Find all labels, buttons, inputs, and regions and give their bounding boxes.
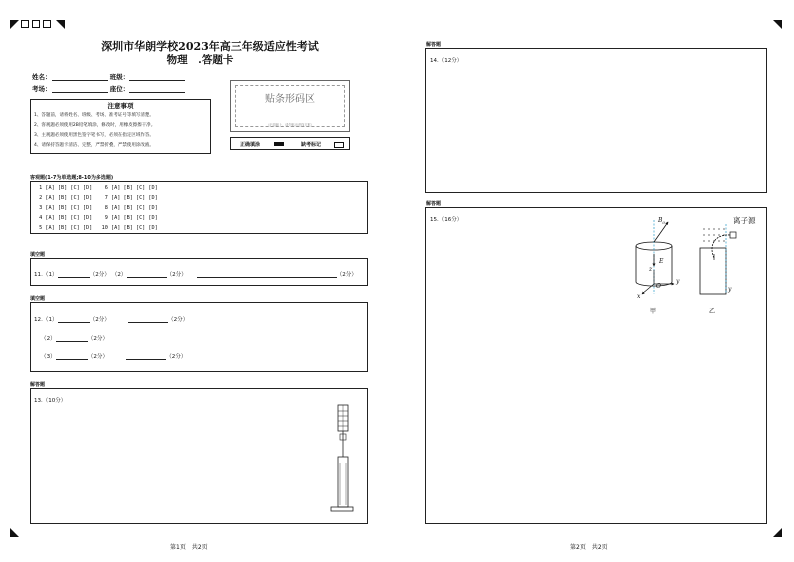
q15-figure-yi — [696, 224, 744, 300]
q15-z-label: z — [649, 266, 653, 273]
correct-fill-label: 正确填涂 — [240, 142, 261, 148]
q15-B-symbol: B — [658, 217, 663, 224]
name-label: 姓名： — [32, 73, 52, 81]
q14-answer-box[interactable] — [425, 48, 767, 193]
q14-section-label: 解答题 — [426, 42, 442, 48]
class-field[interactable] — [129, 80, 185, 81]
q11-score-1: （2分） — [89, 272, 110, 278]
notice-item-3: 3、主观题必须使用黑色签字笔书写，必须在指定区域作答。 — [34, 133, 154, 138]
q12-r3-prefix: （3） — [41, 354, 56, 360]
barcode-title: 贴条形码区 — [265, 94, 315, 105]
objective-row-3[interactable]: 3 [A] [B] [C] [D] 8 [A] [B] [C] [D] — [36, 205, 158, 211]
q12-r2-prefix: （2） — [41, 336, 56, 342]
q15-O-label: O — [656, 283, 661, 290]
q11-blank-3[interactable] — [197, 277, 337, 278]
name-field[interactable] — [52, 80, 108, 81]
q11-part-2: （2） — [111, 272, 127, 278]
footer-page-1: 第1页 共2页 — [170, 544, 208, 551]
q15-x-label: x — [637, 293, 641, 300]
q15-E-label: E — [659, 258, 664, 265]
q12-r1-blank-1[interactable] — [58, 322, 90, 323]
absent-mark-box[interactable] — [334, 142, 344, 148]
absent-mark-label: 缺考标记 — [301, 142, 322, 148]
fill-legend — [230, 137, 350, 150]
seat-label: 座位： — [109, 85, 130, 93]
footer-page-2: 第2页 共2页 — [570, 544, 608, 551]
corner-mark-top-left-2 — [56, 20, 65, 29]
corner-mark-top-left — [10, 20, 19, 29]
q11-blank-1[interactable] — [58, 277, 90, 278]
q15-figure-jia — [634, 212, 694, 302]
corner-mark-bottom-right — [773, 528, 782, 537]
corner-square-1 — [21, 20, 29, 28]
objective-row-1[interactable]: 1 [A] [B] [C] [D] 6 [A] [B] [C] [D] — [36, 185, 158, 191]
seat-field[interactable] — [129, 92, 185, 93]
q11-row — [34, 270, 357, 278]
q11-blank-2[interactable] — [127, 277, 167, 278]
correct-fill-mark — [274, 142, 284, 146]
q12-r3-score-b: （2分） — [166, 354, 187, 360]
objective-row-5[interactable]: 5 [A] [B] [C] [D] 10 [A] [B] [C] [D] — [36, 225, 158, 231]
q12-r1-blank-2[interactable] — [128, 322, 168, 323]
class-label: 班级： — [109, 73, 130, 81]
q14-label: 14.（12分） — [430, 58, 463, 64]
objective-row-4[interactable]: 4 [A] [B] [C] [D] 9 [A] [B] [C] [D] — [36, 215, 158, 221]
q13-label: 13.（10分） — [34, 398, 67, 404]
notice-item-4: 4、请保持答题卡清洁、完整，严禁折叠，严禁使用涂改液。 — [34, 143, 154, 148]
student-info — [32, 72, 185, 96]
room-label: 考场： — [32, 85, 52, 93]
notice-title: 注意事项 — [107, 102, 134, 110]
q12-r1-score-a: （2分） — [89, 317, 110, 323]
q12-row-3 — [41, 352, 186, 360]
q12-r3-blank-1[interactable] — [56, 359, 88, 360]
q12-r3-blank-2[interactable] — [126, 359, 166, 360]
q15-section-label: 解答题 — [426, 201, 442, 207]
q13-answer-box[interactable] — [30, 388, 368, 524]
room-field[interactable] — [52, 92, 108, 93]
q15-answer-box[interactable] — [425, 207, 767, 524]
corner-mark-bottom-left — [10, 528, 19, 537]
q12-row-1 — [34, 315, 188, 323]
q11-box — [30, 258, 368, 286]
q15-B-subscript: 0 — [662, 220, 665, 226]
q15-label: 15.（16分） — [430, 217, 463, 223]
corner-square-2 — [32, 20, 40, 28]
q13-figure-apparatus — [327, 403, 357, 515]
notice-box — [30, 99, 211, 154]
q12-r3-score-a: （2分） — [87, 354, 109, 360]
q11-score-3: （2分） — [336, 272, 357, 278]
q15-fig-yi-caption: 乙 — [709, 308, 716, 315]
q15-fig-jia-caption: 甲 — [650, 308, 657, 315]
q12-box — [30, 302, 368, 372]
corner-square-3 — [43, 20, 51, 28]
objective-box — [30, 181, 368, 234]
page-title: 深圳市华朗学校2023年高三年级适应性考试 — [101, 40, 319, 53]
q11-section-label: 填空题 — [30, 252, 46, 258]
q12-r1-prefix: 12.（1） — [34, 317, 58, 323]
q15-ion-source-label: 离子源 — [733, 216, 756, 225]
q13-section-label: 解答题 — [30, 382, 46, 388]
q12-r2-score: （2分） — [87, 336, 109, 342]
barcode-area — [230, 80, 350, 132]
objective-row-2[interactable]: 2 [A] [B] [C] [D] 7 [A] [B] [C] [D] — [36, 195, 158, 201]
q12-r1-score-b: （2分） — [168, 317, 189, 323]
q11-prefix: 11.（1） — [34, 272, 58, 278]
notice-item-1: 1、答题前，请将姓名、班级、考场、准考证号等填写清楚。 — [34, 113, 154, 118]
objective-section-label: 客观题(1-7为单选题;8-10为多选题) — [30, 175, 114, 181]
notice-item-2: 2、客观题必须使用2B铅笔填涂，修改时，用橡皮擦擦干净。 — [34, 123, 156, 128]
q11-score-2: （2分） — [166, 272, 187, 278]
q12-row-2 — [41, 334, 108, 342]
q15-B0-label — [658, 217, 665, 225]
q12-r2-blank[interactable] — [56, 341, 88, 342]
page-subtitle: 物理 .答题卡 — [166, 54, 234, 66]
q15-y-label: y — [676, 278, 680, 285]
barcode-note: （正面朝上，请勿贴出虚线方框） — [266, 123, 314, 127]
corner-mark-top-right — [773, 20, 782, 29]
q15-y2-label: y — [728, 286, 732, 293]
q12-section-label: 填空题 — [30, 296, 46, 302]
